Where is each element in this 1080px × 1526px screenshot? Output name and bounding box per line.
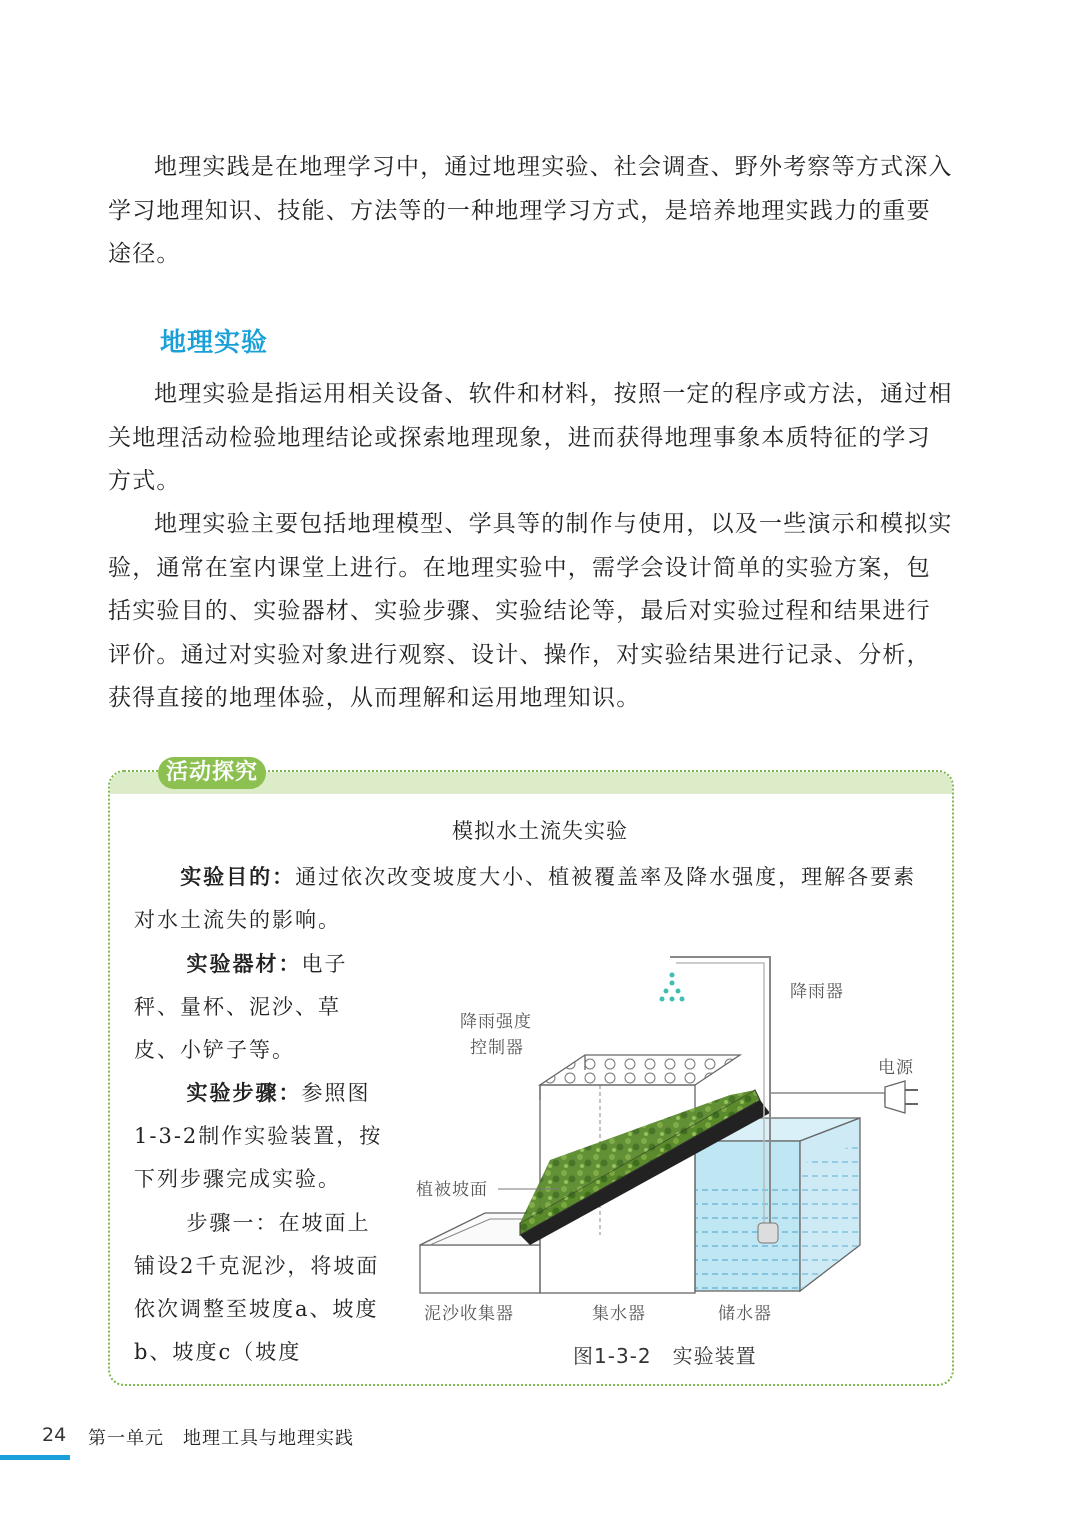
purpose-text: 通过依次改变坡度大小、植被覆盖率及降水强度，理解各要素对水土流失的影响。 [134,865,917,932]
intro-paragraph: 地理实践是在地理学习中，通过地理实验、社会调查、野外考察等方式深入学习地理知识、技能、方法等的一种地理学习方式，是培养地理实践力的重要途径。 [108,154,953,267]
footer-accent-bar [0,1455,70,1460]
label-water-collector: 集水器 [592,1304,646,1324]
label-rain-intensity-controller-1: 降雨强度 [460,1012,532,1032]
section-paragraph-1: 地理实验是指运用相关设备、软件和材料，按照一定的程序或方法，通过相关地理活动检验地理结论或探索地理现象，进而获得地理事象本质特征的学习方式。 [108,381,953,494]
label-sediment-collector: 泥沙收集器 [424,1304,514,1324]
label-power: 电源 [878,1058,914,1078]
experiment-step-1: 步骤一：在坡面上铺设2千克泥沙，将坡面依次调整至坡度a、坡度b、坡度c（坡度 [134,1211,380,1364]
steps-text: 参照图1-3-2制作实验装置，按下列步骤完成实验。 [134,1081,383,1191]
label-rain-device: 降雨器 [790,982,844,1002]
experiment-equipment [134,943,384,1072]
equipment-text: 电子秤、量杯、泥沙、草皮、小铲子等。 [134,952,348,1062]
water-storage-box [695,1118,860,1291]
experiment-apparatus-figure [400,945,930,1335]
section-paragraph-2: 地理实验主要包括地理模型、学具等的制作与使用，以及一些演示和模拟实验，通常在室内课堂上进行。在地理实验中，需学会设计简单的实验方案，包括实验目的、实验器材、实验步骤、实验结论等，最后对实验过程和结果进行评价。通过对实验对象进行观察、设计、操作，对实验结果进行记录、分析，获得直接的地理体验，从而理解和运用地理知识。 [108,511,953,711]
page-number: 24 [42,1424,67,1446]
footer-unit-title: 第一单元 地理工具与地理实践 [88,1428,354,1449]
rain-drops-icon [660,973,685,1002]
experiment-title: 模拟水土流失实验 [452,819,628,843]
label-rain-intensity-controller-2: 控制器 [470,1038,524,1058]
purpose-label: 实验目的： [180,865,296,889]
experiment-steps [134,1072,384,1201]
label-vegetation-slope: 植被坡面 [416,1180,488,1200]
power-plug-icon [770,1081,918,1113]
equipment-label: 实验器材： [186,952,302,976]
experiment-purpose [134,856,929,942]
rain-intensity-controller [540,1055,740,1100]
figure-caption: 图1-3-2 实验装置 [573,1344,757,1368]
activity-tag: 活动探究 [158,757,266,789]
label-water-storage: 储水器 [718,1304,772,1324]
steps-label: 实验步骤： [186,1081,302,1105]
section-title: 地理实验 [160,328,269,358]
